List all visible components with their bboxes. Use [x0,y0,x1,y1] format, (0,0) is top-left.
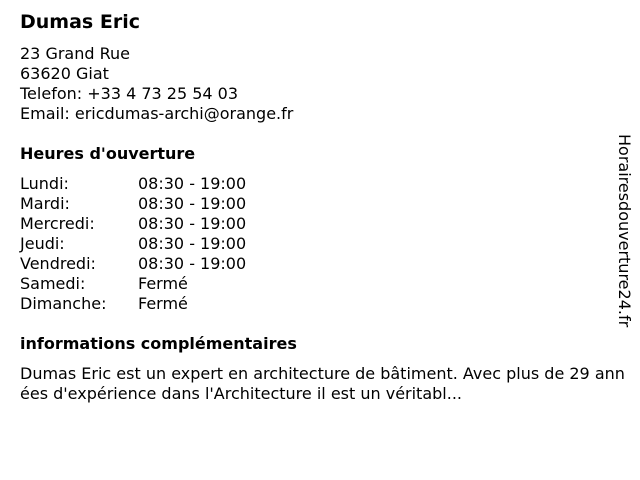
day-label: Jeudi: [20,234,65,253]
additional-info-text: Dumas Eric est un expert en architecture de bâtiment. Avec plus de 29 années d'expérience dans l'Architecture il est un véritabl... [20,364,625,403]
day-label: Samedi: [20,274,86,293]
hours-value: 08:30 - 19:00 [138,234,247,253]
contact-block [20,44,293,124]
hours-value: 08:30 - 19:00 [138,194,247,213]
city-postal: 63620 Giat [20,64,109,83]
day-label: Mercredi: [20,214,95,233]
opening-hours-heading: Heures d'ouverture [20,144,196,163]
day-label: Dimanche: [20,294,107,313]
hours-value: 08:30 - 19:00 [138,214,247,233]
street-address: 23 Grand Rue [20,44,130,63]
hours-value: 08:30 - 19:00 [138,254,247,273]
hours-value: 08:30 - 19:00 [138,174,247,193]
day-label: Lundi: [20,174,69,193]
phone-number: Telefon: +33 4 73 25 54 03 [20,84,239,103]
hours-value: Fermé [138,274,188,293]
additional-info-heading: informations complémentaires [20,334,297,353]
day-label: Mardi: [20,194,70,213]
site-watermark: Horairesdouverture24.fr [615,134,634,328]
email-address: Email: ericdumas-archi@orange.fr [20,104,294,123]
day-label: Vendredi: [20,254,96,273]
hours-value: Fermé [138,294,188,313]
business-name: Dumas Eric [20,11,140,33]
